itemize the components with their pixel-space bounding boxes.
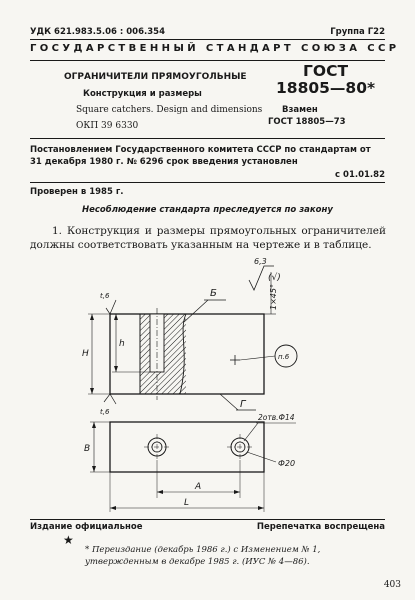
roughness-paren: (√) bbox=[268, 273, 281, 283]
footer-rule bbox=[30, 519, 385, 520]
instead-label: Взамен bbox=[282, 105, 318, 115]
label-bw: В bbox=[84, 444, 91, 454]
page-number: 403 bbox=[383, 580, 401, 590]
diameter-20: Ф20 bbox=[278, 459, 296, 468]
callout-p6: п.6 bbox=[278, 353, 290, 361]
roughness-left-bottom: t,6 bbox=[100, 408, 110, 416]
hole-callouts bbox=[244, 413, 296, 468]
state-standard-heading: ГОСУДАРСТВЕННЫЙ СТАНДАРТ СОЮЗА ССР bbox=[30, 43, 400, 54]
header-rule-top bbox=[30, 39, 385, 40]
label-g: Г bbox=[240, 399, 246, 410]
resolution-rule bbox=[30, 182, 385, 183]
gost-label: ГОСТ bbox=[303, 62, 349, 80]
label-b: Б bbox=[210, 288, 217, 299]
label-a: А bbox=[195, 482, 202, 492]
top-view bbox=[110, 422, 264, 472]
label-l: L bbox=[184, 498, 190, 508]
okp-code: ОКП 39 6330 bbox=[76, 121, 139, 131]
law-notice: Несоблюдение стандарта преследуется по закону bbox=[82, 205, 333, 215]
front-view bbox=[110, 308, 297, 400]
width-dimension bbox=[84, 422, 110, 472]
roughness-value-top: 6,3 bbox=[254, 257, 267, 266]
reprint-prohibited: Перепечатка воспрещена bbox=[256, 522, 385, 532]
label-h-big: H bbox=[82, 349, 89, 359]
header-rule-bottom bbox=[30, 60, 385, 61]
label-h-small: h bbox=[119, 339, 125, 349]
udk-code: УДК 621.983.5.06 : 006.354 bbox=[30, 27, 165, 37]
resolution-text: Постановлением Государственного комитета СССР по стандартам от 31 декабря 1980 г. № 6296 срок введения установлен bbox=[30, 145, 371, 167]
document-title-en: Square catchers. Design and dimensions bbox=[76, 105, 263, 115]
document-subtitle-ru: Конструкция и размеры bbox=[83, 89, 202, 99]
checked-year: Проверен в 1985 г. bbox=[30, 187, 124, 197]
star-mark: ★ bbox=[63, 533, 74, 547]
effective-date: с 01.01.82 bbox=[335, 170, 385, 180]
label-g-leader bbox=[220, 394, 256, 410]
length-dimensions bbox=[110, 460, 264, 512]
roughness-left-top: t,6 bbox=[100, 292, 110, 300]
chamfer-label: 1×45° bbox=[269, 284, 278, 310]
instead-reference: ГОСТ 18805—73 bbox=[268, 117, 346, 127]
gost-code: 18805—80* bbox=[276, 79, 376, 97]
title-rule bbox=[30, 138, 385, 139]
label-b-leader bbox=[184, 288, 226, 322]
gost-number bbox=[276, 63, 375, 97]
catcher-drawing bbox=[60, 252, 360, 514]
group-code: Группа Г22 bbox=[330, 27, 385, 37]
reissue-footnote: * Переиздание (декабрь 1986 г.) с Изменением № 1, утвержденным в декабре 1985 г. (ИУС № 4—86). bbox=[85, 545, 321, 567]
official-edition: Издание официальное bbox=[30, 522, 143, 532]
document-title-ru: ОГРАНИЧИТЕЛИ ПРЯМОУГОЛЬНЫЕ bbox=[64, 72, 247, 82]
clause-1: 1. Конструкция и размеры прямоугольных ограничителей должны соответствовать указанным на чертеже и в таблице. bbox=[30, 225, 386, 251]
holes-note: 2отв.Ф14 bbox=[258, 413, 295, 422]
roughness-mark-left bbox=[100, 292, 116, 416]
